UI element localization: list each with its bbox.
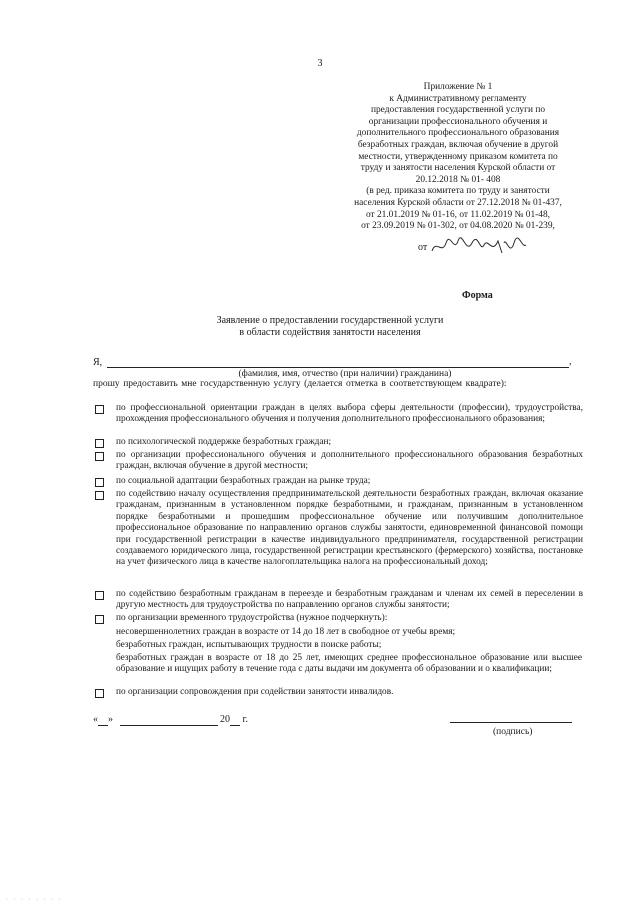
option-checkbox[interactable] xyxy=(95,405,104,414)
svg-text:от: от xyxy=(418,242,428,253)
appendix-line: безработных граждан, включая обучение в другой xyxy=(357,139,559,150)
option-temporary-employment xyxy=(93,613,583,624)
signature-caption: (подпись) xyxy=(493,727,533,737)
applicant-name-field[interactable] xyxy=(107,367,569,368)
option-social-adaptation xyxy=(93,476,583,487)
form-title-line: Заявление о предоставлении государственной услуги xyxy=(216,315,444,326)
option-label: по психологической поддержке безработных граждан; xyxy=(116,437,332,447)
applicant-prefix: Я, xyxy=(93,357,103,368)
signature-field[interactable] xyxy=(450,722,572,723)
request-text: прошу предоставить мне государственную услугу (делается отметка в соответствующем квадрате): xyxy=(93,379,507,389)
option-label: по содействию началу осуществления предпринимательской деятельности безработных граждан, включая оказание гражданам, признанным в установленном порядке безработными, и гражданам, признанным в установленном порядке безработными и прошедшим профессиональное обучение или получившим дополнительное профессиональное образование по направлению органов службы занятости, единовременной финансовой помощи при государственной регистрации в качестве индивидуального предпринимателя, государственной регистрации создаваемого юридического лица, государственной регистрации крестьянского (фермерского) хозяйства, постановке на учет физического лица в качестве налогоплательщика налога на профессиональный доход; xyxy=(116,489,583,568)
appendix-line: местности, утвержденному приказом комитета по xyxy=(358,151,558,162)
option-relocation xyxy=(93,589,583,612)
option-disabled-support xyxy=(93,687,583,698)
date-year-field[interactable] xyxy=(230,714,240,726)
appendix-line: (в ред. приказа комитета по труду и занятости xyxy=(366,186,550,197)
option-entrepreneurship xyxy=(93,489,583,569)
form-label: Форма xyxy=(462,290,493,301)
applicant-caption: (фамилия, имя, отчество (при наличии) гражданина) xyxy=(238,369,452,379)
date-day-field[interactable] xyxy=(98,714,108,726)
page-number: 3 xyxy=(317,58,323,69)
appendix-line: труду и занятости населения Курской области от xyxy=(360,163,556,174)
form-title xyxy=(150,315,510,339)
option-checkbox[interactable] xyxy=(95,615,104,624)
date-year-suffix: г. xyxy=(242,714,248,725)
date-month-field[interactable] xyxy=(120,714,218,726)
appendix-line: дополнительного профессионального образования xyxy=(356,128,560,139)
applicant-comma: , xyxy=(569,356,572,367)
option-checkbox[interactable] xyxy=(95,439,104,448)
appendix-line: населения Курской области от 27.12.2018 № 01-437, xyxy=(354,197,562,208)
option-checkbox[interactable] xyxy=(95,689,104,698)
option-career-guidance xyxy=(93,403,583,426)
option-checkbox[interactable] xyxy=(95,491,104,500)
appendix-line: организации профессионального обучения и xyxy=(368,116,548,127)
date-close-quote: » xyxy=(108,714,113,725)
option-checkbox[interactable] xyxy=(95,478,104,487)
temp-employment-subitem: несовершеннолетних граждан в возрасте от 14 до 18 лет в свободное от учебы время; xyxy=(116,627,456,637)
option-checkbox[interactable] xyxy=(95,452,104,461)
temp-employment-subitem: безработных граждан в возрасте от 18 до 25 лет, имеющих среднее профессиональное образование или высшее образование и ищущих работу в течение года с даты выдачи им документа об образовании и о квалификации; xyxy=(116,653,582,675)
temp-employment-subitem: безработных граждан, испытывающих трудности в поиске работы; xyxy=(116,640,382,650)
date-open-quote: « xyxy=(93,714,98,725)
handwritten-amendment xyxy=(418,235,528,259)
appendix-line: 20.12.2018 № 01- 408 xyxy=(415,174,501,185)
option-label: по социальной адаптации безработных граждан на рынке труда; xyxy=(116,476,371,486)
appendix-line: от 21.01.2019 № 01-16, от 11.02.2019 № 01-48, xyxy=(365,209,551,220)
footer-marks: · · · · · · · · xyxy=(6,897,63,903)
option-checkbox[interactable] xyxy=(95,591,104,600)
date-row xyxy=(93,714,248,726)
option-label: по организации сопровождения при содействии занятости инвалидов. xyxy=(116,687,394,697)
date-year-prefix: 20 xyxy=(220,714,230,725)
appendix-line: предоставления государственной услуги по xyxy=(370,105,546,116)
option-professional-training xyxy=(93,450,583,473)
option-label: по содействию безработным гражданам в переезде и безработным гражданам и членам их семей в переселении в другую местность для трудоустройства по направлению органов службы занятости; xyxy=(116,589,583,611)
appendix-line: Приложение № 1 xyxy=(423,82,493,92)
appendix-line: к Административному регламенту xyxy=(389,93,527,104)
option-label: по организации временного трудоустройства (нужное подчеркнуть): xyxy=(116,613,388,623)
option-psychological-support xyxy=(93,437,583,448)
form-title-line: в области содействия занятости населения xyxy=(239,327,421,338)
option-label: по организации профессионального обучения и дополнительного профессионального образования безработных граждан, включая обучение в другой местности; xyxy=(116,450,583,472)
option-label: по профессиональной ориентации граждан в целях выбора сферы деятельности (профессии), трудоустройства, прохождения профессионального обучения и получения дополнительного профессионального образования; xyxy=(116,403,583,425)
appendix-header xyxy=(323,82,593,233)
appendix-line: от 23.09.2019 № 01-302, от 04.08.2020 № 01-239, xyxy=(361,221,555,232)
